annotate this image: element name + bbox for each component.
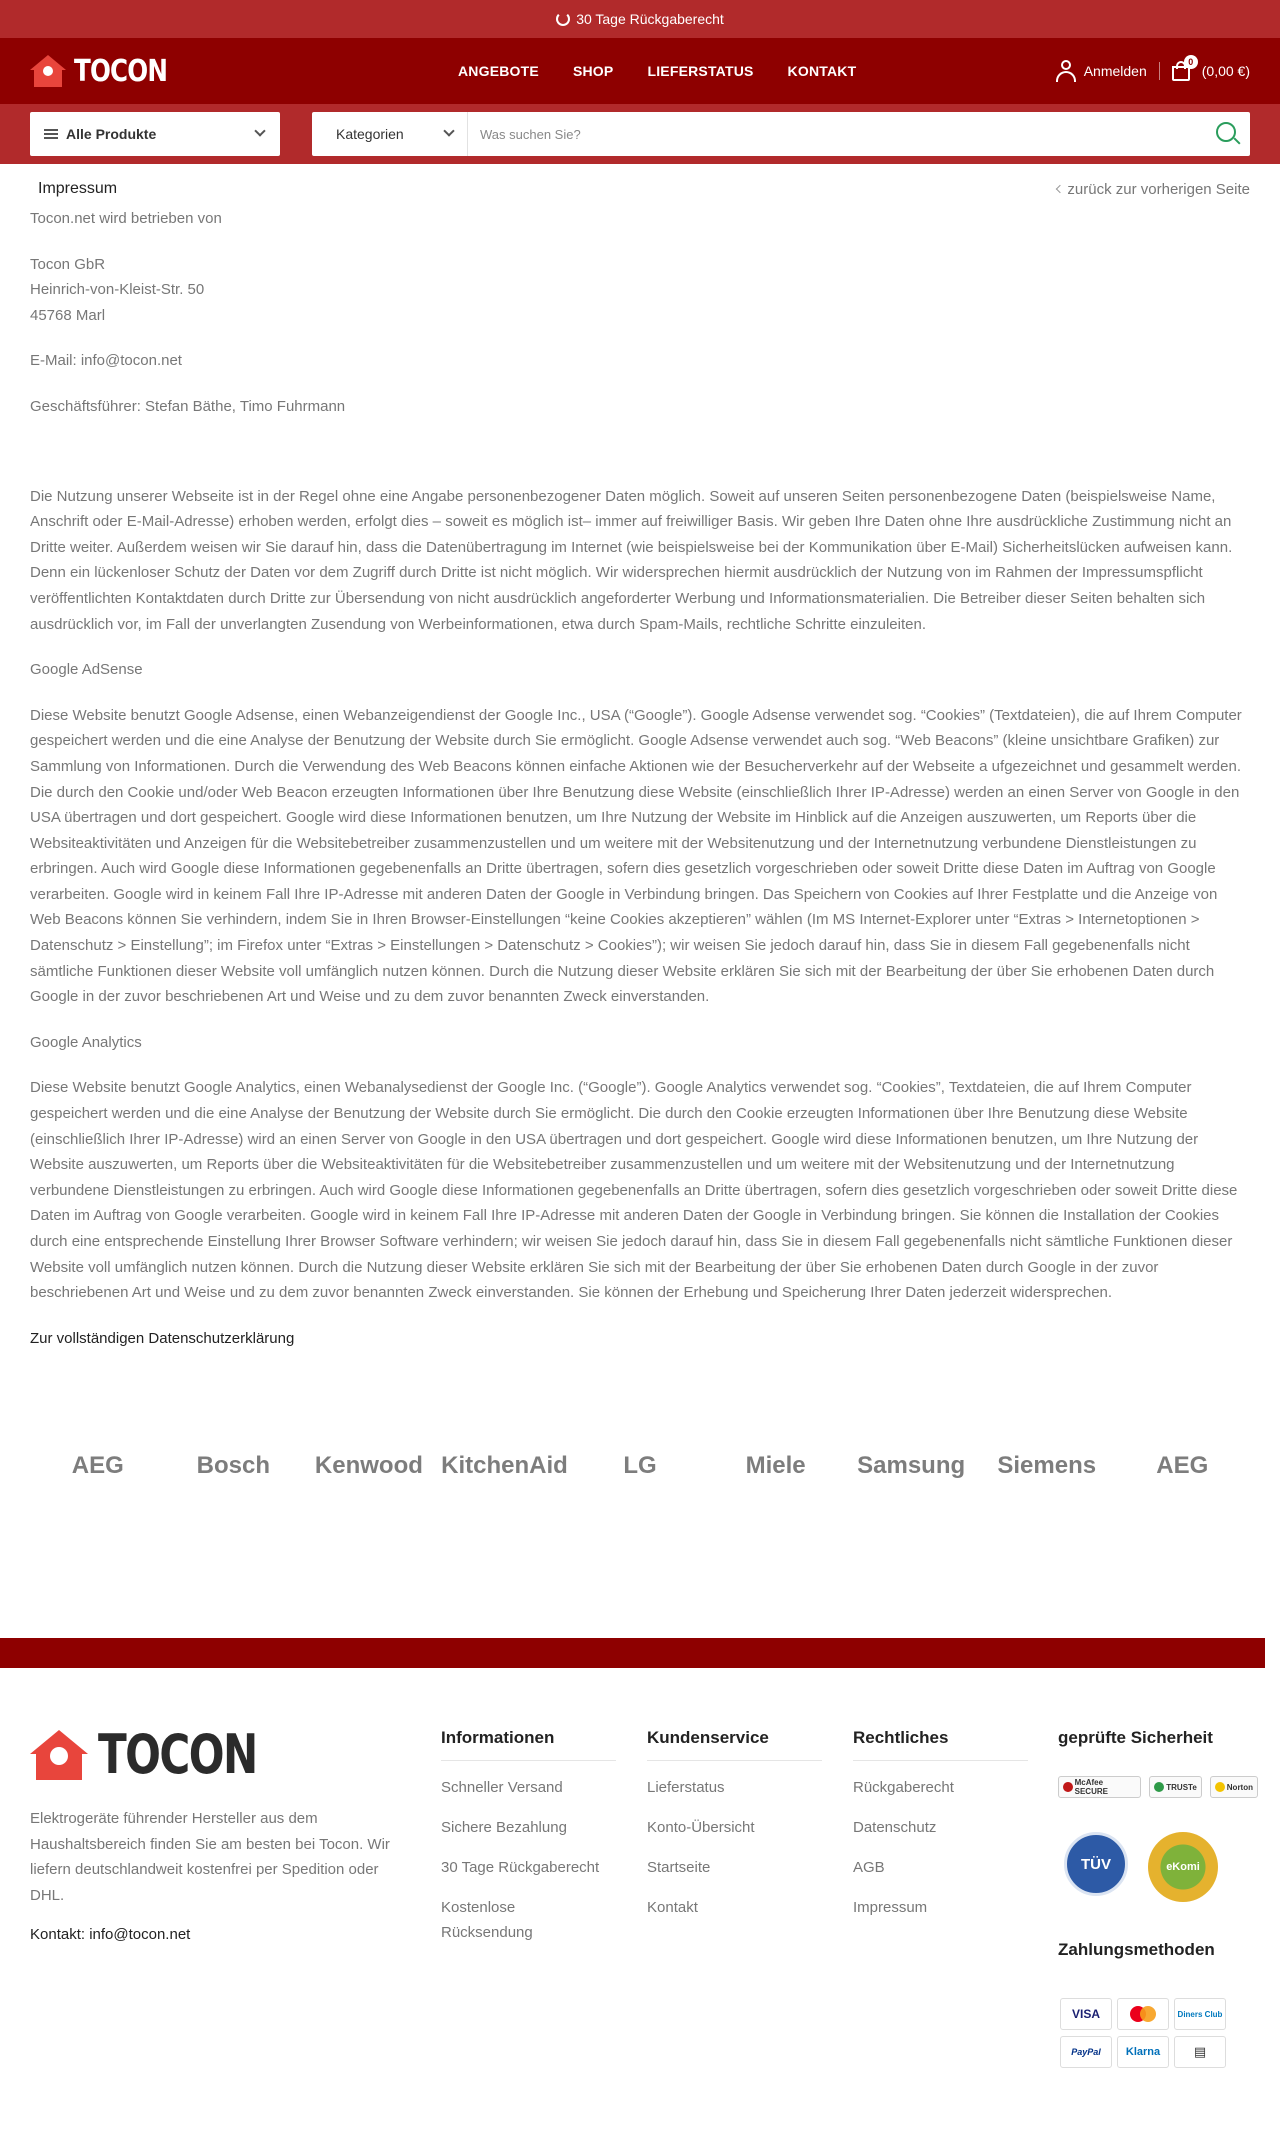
- check-icon: [1215, 1782, 1225, 1792]
- footer-link[interactable]: Sichere Bezahlung: [441, 1819, 567, 1836]
- footer-link[interactable]: Datenschutz: [853, 1819, 937, 1836]
- nav-shop[interactable]: SHOP: [572, 63, 614, 79]
- footer-link[interactable]: Kontakt: [647, 1899, 698, 1916]
- company-name: Tocon GbR: [30, 255, 106, 273]
- footer-description: Elektrogeräte führender Hersteller aus dem Haushaltsbereich finden Sie am besten bei Tocon. Wir liefern deutschlandweit kostenfrei per Spedition oder DHL.: [30, 1810, 390, 1904]
- security-title: geprüfte Sicherheit: [1058, 1728, 1213, 1747]
- certification-badges: [1064, 1832, 1258, 1902]
- footer-col-rechtliches: [853, 1728, 1028, 1935]
- chevron-down-icon: [443, 125, 454, 136]
- mcafee-seal[interactable]: McAfee SECURE: [1058, 1776, 1141, 1798]
- user-icon: [1056, 60, 1076, 82]
- ekomi-badge[interactable]: eKomi: [1148, 1832, 1218, 1902]
- house-logo-icon: [30, 1730, 88, 1780]
- menu-icon: [44, 129, 58, 139]
- house-logo-icon: [30, 55, 66, 87]
- privacy-link[interactable]: Zur vollständigen Datenschutzerklärung: [30, 1329, 295, 1347]
- footer-link[interactable]: Impressum: [853, 1899, 928, 1916]
- search-icon[interactable]: [1210, 117, 1244, 151]
- company-management: Geschäftsführer: Stefan Bäthe, Timo Fuhrmann: [30, 397, 346, 415]
- site-header: [0, 38, 1280, 104]
- footer-col-title: Kundenservice: [647, 1728, 822, 1761]
- shopping-bag-icon: [1172, 57, 1194, 81]
- header-divider: [1159, 62, 1160, 80]
- footer-col-kundenservice: [647, 1728, 822, 1935]
- analytics-text: Diese Website benutzt Google Analytics, einen Webanalysedienst der Google Inc. (“Google”). Google Analytics verwendet sog. “Cookies”, Textdateien, die auf Ihrem Computer gespeichert werden und die eine Analyse der Benutzung der Website durch Sie ermöglicht. Die durch den Cookie erzeugten Informationen über Ihre Benutzung diese Website (einschließlich Ihrer IP-Adresse) wird an einen Server von Google in den USA übertragen und dort gespeichert. Google wird diese Informationen benutzen, um Ihre Nutzung der Website auszuwerten, um Reports über die Websiteaktivitäten für die Websitebetreiber zusammenzustellen und um weitere mit der Websitenutzung und der Internetnutzung verbundene Dienstleistungen zu erbringen. Auch wird Google diese Informationen gegebenenfalls an Dritte übertragen, sofern dies gesetzlich vorgeschrieben oder soweit Dritte diese Daten im Auftrag von Google verarbeiten. Google wird in keinem Fall Ihre IP-Adresse mit anderen Daten der Google in Verbindung bringen. Sie können die Installation der Cookies durch eine entsprechende Einstellung Ihrer Browser Software verhindern; wir weisen Sie jedoch darauf hin, dass Sie in diesem Fall gegebenenfalls nicht sämtliche Funktionen dieser Website voll umfänglich nutzen können. Durch die Nutzung dieser Website erklären Sie sich mit der Bearbeitung der über Sie erhobenen Daten durch Google in der zuvor beschriebenen Art und Weise und zu dem zuvor benannten Zweck einverstanden. Sie können der Erhebung und Speicherung Ihrer Daten jederzeit widersprechen.: [30, 1079, 1238, 1302]
- brand-logo[interactable]: LG: [623, 1452, 657, 1480]
- cart-button[interactable]: [1172, 57, 1250, 81]
- main-content: [0, 164, 1280, 1351]
- disclaimer-text: Die Nutzung unserer Webseite ist in der Regel ohne eine Angabe personenbezogener Daten möglich. Soweit auf unseren Seiten personenbezogene Daten (beispielsweise Name, Anschrift oder E-Mail-Adresse) erhoben werden, erfolgt dies – soweit es möglich ist– immer auf freiwilliger Basis. Wir geben Ihre Daten ohne Ihre ausdrückliche Zustimmung nicht an Dritte weiter. Außerdem weisen wir Sie darauf hin, dass die Datenübertragung im Internet (wie beispielsweise bei der Kommunikation über E-Mail) Sicherheitslücken aufweisen kann. Denn ein lückenloser Schutz der Daten vor dem Zugriff durch Dritte ist nicht möglich. Wir widersprechen hiermit ausdrücklich der Nutzung von im Rahmen der Impressumspflicht veröffentlichten Kontaktdaten durch Dritte zur Übersendung von nicht ausdrücklich angeforderter Werbung und Informationsmaterialien. Die Betreiber dieser Seiten behalten sich ausdrücklich vor, im Fall der unverlangten Zusendung von Werbeinformationen, etwa durch Spam-Mails, rechtliche Schritte einzuleiten.: [30, 487, 1233, 633]
- brand-logo[interactable]: AEG: [71, 1452, 124, 1480]
- footer-link[interactable]: Rückgaberecht: [853, 1779, 954, 1796]
- tuv-badge[interactable]: TÜV: [1064, 1832, 1128, 1896]
- diners-club-icon: Diners Club: [1174, 1998, 1226, 2030]
- trust-seals: [1058, 1776, 1258, 1798]
- brand-logo[interactable]: KitchenAid: [441, 1452, 568, 1480]
- brand-logo[interactable]: Samsung: [857, 1452, 966, 1480]
- header-actions: [1056, 38, 1250, 104]
- footer-col-informationen: [441, 1728, 616, 1960]
- adsense-text: Diese Website benutzt Google Adsense, einen Webanzeigendienst der Google Inc., USA (“Google”). Google Adsense verwendet sog. “Cookies” (Textdateien), die auf Ihrem Computer gespeichert werden und die eine Analyse der Benutzung der Website durch Sie ermöglicht. Google Adsense verwendet auch sog. “Web Beacons” (kleine unsichtbare Grafiken) zur Sammlung von Informationen. Durch die Verwendung des Web Beacons können einfache Aktionen wie der Besucherverkehr auf der Webseite a ufgezeichnet und gesammelt werden. Die durch den Cookie und/oder Web Beacon erzeugten Informationen über Ihre Benutzung diese Website (einschließlich Ihrer IP-Adresse) werden an einen Server von Google in den USA übertragen und dort gespeichert. Google wird diese Informationen benutzen, um Ihre Nutzung der Website im Hinblick auf die Anzeigen auszuwerten, um Reports über die Websiteaktivitäten und Anzeigen für die Websitebetreiber zusammenzustellen und um weitere mit der Websitenutzung und der Internetnutzung verbundene Dienstleistungen zu erbringen. Auch wird Google diese Informationen gegebenenfalls an Dritte übertragen, sofern dies gesetzlich vorgeschrieben oder soweit Dritte diese Daten im Auftrag von Google verarbeiten. Google wird in keinem Fall Ihre IP-Adresse mit anderen Daten der Google in Verbindung bringen. Das Speichern von Cookies auf Ihrer Festplatte und die Anzeige von Web Beacons können Sie verhindern, indem Sie in Ihren Browser-Einstellungen “keine Cookies akzeptieren” wählen (Im MS Internet-Explorer unter “Extras > Internetoptionen > Datenschutz > Einstellung”; im Firefox unter “Extras > Einstellungen > Datenschutz > Cookies”); wir weisen Sie jedoch darauf hin, dass Sie in diesem Fall gegebenenfalls nicht sämtliche Funktionen dieser Website voll umfänglich nutzen können. Durch die Nutzung dieser Website erklären Sie sich mit der Bearbeitung der über Sie erhobenen Daten durch Google in der zuvor beschriebenen Art und Weise und zu dem zuvor benannten Zweck einverstanden.: [30, 706, 1242, 1006]
- visa-icon: VISA: [1060, 1998, 1112, 2030]
- klarna-icon: Klarna: [1117, 2036, 1169, 2068]
- all-products-label: Alle Produkte: [66, 126, 157, 142]
- back-link[interactable]: [1057, 181, 1250, 198]
- brand-logo[interactable]: Bosch: [196, 1452, 271, 1480]
- all-products-dropdown[interactable]: [30, 112, 280, 156]
- footer-link[interactable]: AGB: [853, 1859, 885, 1876]
- nav-lieferstatus[interactable]: LIEFERSTATUS: [647, 63, 754, 79]
- analytics-heading: Google Analytics: [30, 1033, 142, 1051]
- adsense-heading: Google AdSense: [30, 661, 143, 679]
- mastercard-icon: [1117, 1998, 1169, 2030]
- company-city: 45768 Marl: [30, 306, 106, 324]
- cart-total: (0,00 €): [1201, 63, 1250, 79]
- footer-contact[interactable]: Kontakt: info@tocon.net: [30, 1926, 191, 1943]
- category-select[interactable]: [312, 112, 468, 156]
- footer-security: [1058, 1728, 1258, 2068]
- payment-title: Zahlungsmethoden: [1058, 1940, 1215, 1959]
- login-button[interactable]: [1056, 60, 1147, 82]
- announcement-text: 30 Tage Rückgaberecht: [576, 11, 724, 27]
- breadcrumb: Impressum: [38, 180, 118, 197]
- footer-link[interactable]: Schneller Versand: [441, 1779, 563, 1796]
- category-label: Kategorien: [336, 126, 404, 142]
- shield-icon: [1063, 1782, 1073, 1792]
- footer-link[interactable]: Lieferstatus: [647, 1779, 725, 1796]
- norton-seal[interactable]: Norton: [1210, 1776, 1258, 1798]
- footer-link[interactable]: Konto-Übersicht: [647, 1819, 755, 1836]
- cart-count-badge: 0: [1184, 55, 1198, 69]
- brand-logo[interactable]: Miele: [745, 1452, 806, 1480]
- footer-logo-text: TOCON: [98, 1723, 257, 1786]
- chevron-left-icon: [1056, 185, 1064, 193]
- brand-logo[interactable]: Siemens: [997, 1452, 1097, 1480]
- company-email: E-Mail: info@tocon.net: [30, 352, 182, 370]
- site-footer: [0, 1668, 1280, 2131]
- logo-text: TOCON: [74, 53, 168, 89]
- footer-logo[interactable]: [30, 1723, 301, 1786]
- footer-band: [0, 1638, 1265, 1668]
- chevron-down-icon: [254, 125, 265, 136]
- footer-col-title: Rechtliches: [853, 1728, 1028, 1761]
- brand-logo[interactable]: AEG: [1156, 1452, 1209, 1480]
- company-street: Heinrich-von-Kleist-Str. 50: [30, 281, 205, 299]
- search-input[interactable]: [468, 112, 1210, 156]
- footer-link[interactable]: 30 Tage Rückgaberecht: [441, 1859, 600, 1876]
- main-nav: [458, 38, 856, 104]
- footer-link[interactable]: Startseite: [647, 1859, 711, 1876]
- back-link-label: zurück zur vorherigen Seite: [1067, 180, 1250, 198]
- footer-col-title: Informationen: [441, 1728, 616, 1761]
- header-logo[interactable]: [30, 54, 188, 89]
- footer-link[interactable]: Kostenlose Rücksendung: [441, 1899, 533, 1941]
- payment-methods: [1060, 1998, 1258, 2068]
- refresh-icon: [556, 12, 570, 26]
- brand-carousel: [0, 1431, 1280, 1501]
- nav-angebote[interactable]: ANGEBOTE: [458, 63, 539, 79]
- check-icon: [1154, 1782, 1164, 1792]
- search-box: [312, 112, 1250, 156]
- announcement-bar: [0, 0, 1280, 38]
- search-row: [0, 104, 1280, 164]
- login-label: Anmelden: [1083, 63, 1147, 79]
- brand-logo[interactable]: Kenwood: [314, 1452, 423, 1480]
- invoice-icon: ▤: [1174, 2036, 1226, 2068]
- nav-kontakt[interactable]: KONTAKT: [787, 63, 857, 79]
- paypal-icon: PayPal: [1060, 2036, 1112, 2068]
- truste-seal[interactable]: TRUSTe: [1149, 1776, 1202, 1798]
- operator-intro: Tocon.net wird betrieben von: [30, 210, 222, 227]
